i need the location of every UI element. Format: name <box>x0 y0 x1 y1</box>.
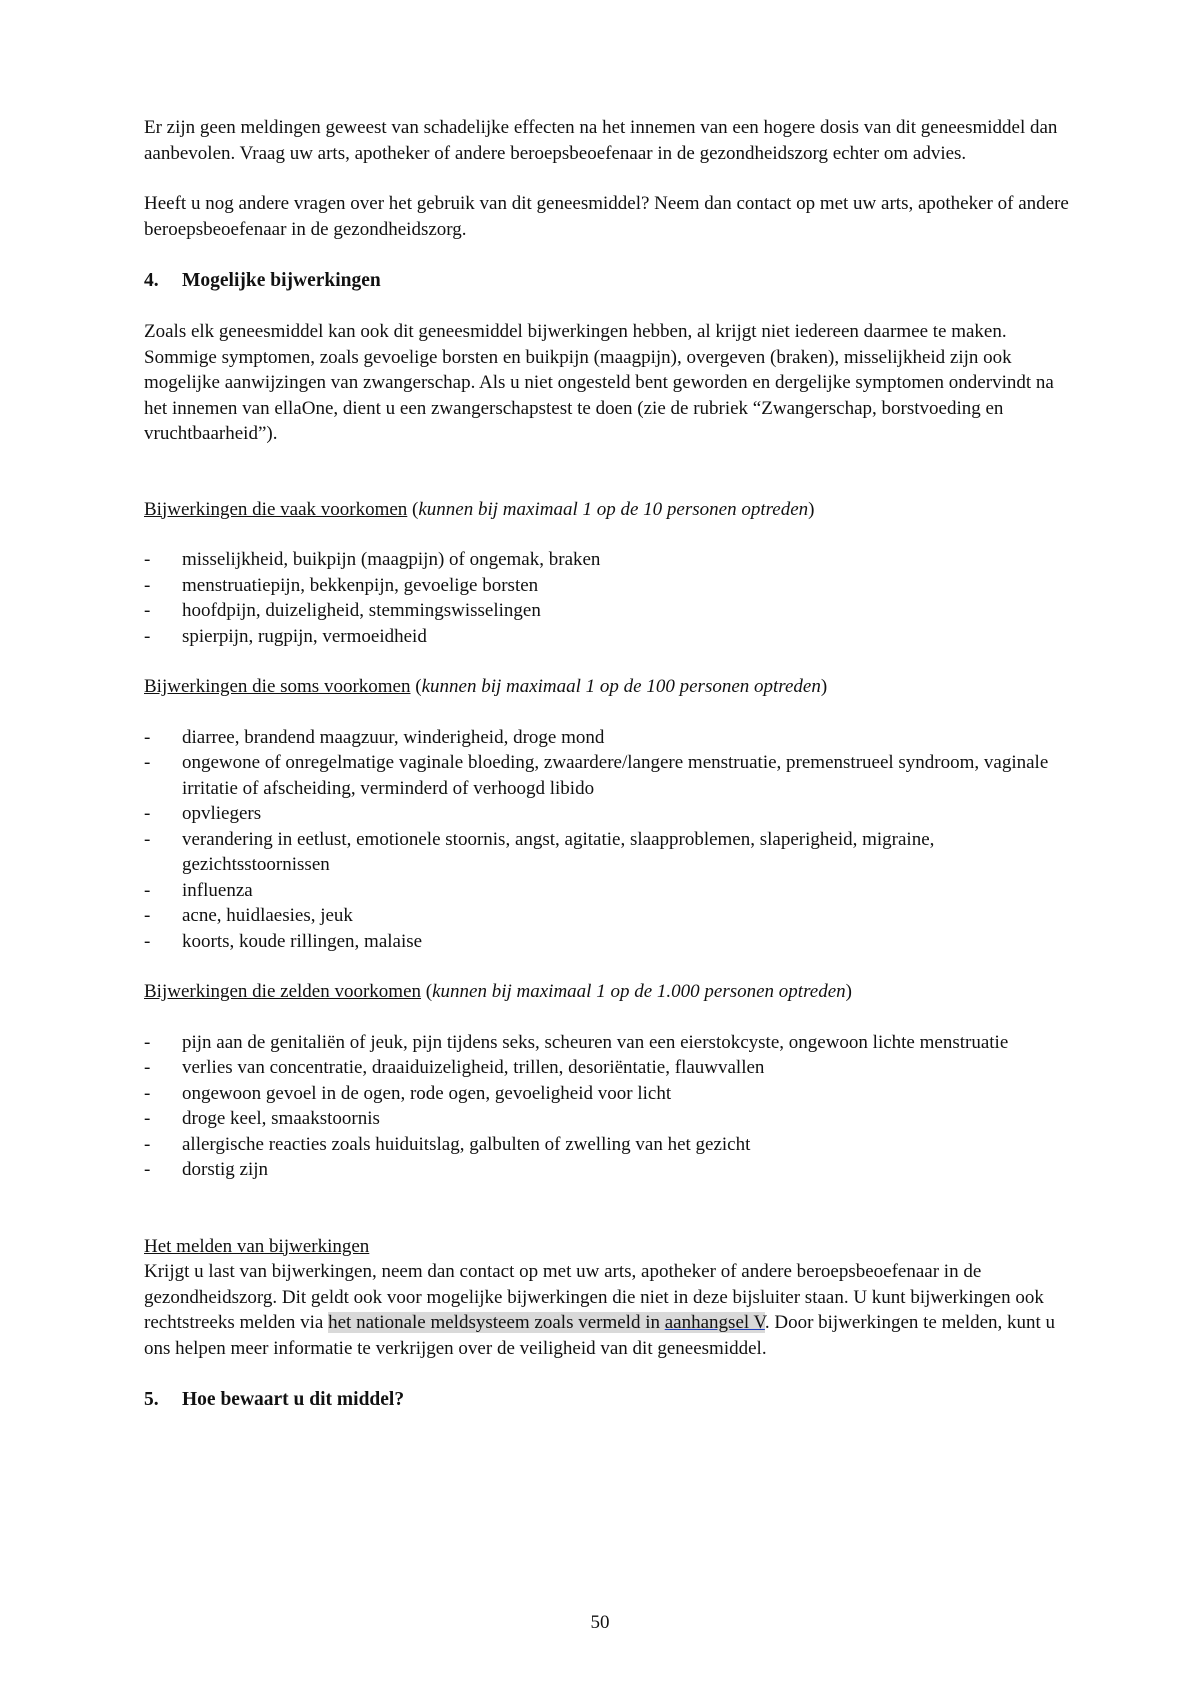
reporting-paragraph: Krijgt u last van bijwerkingen, neem dan contact op met uw arts, apotheker of andere beroepsbeoefenaar in de gezondheidszorg. Dit geldt ook voor mogelijke bijwerkingen die niet in deze bijsluiter staan. U kunt bijwerkingen ook rechtstreeks melden via het nationale meldsysteem zoals vermeld in aanhangsel V. Door bijwerkingen te melden, kunt u ons helpen meer informatie te verkrijgen over de veiligheid van dit geneesmiddel. <box>144 1261 1056 1359</box>
document-page <box>144 115 1074 1438</box>
list-item: - opvliegers <box>144 801 1074 827</box>
list-item: - verlies van concentratie, draaiduizeligheid, trillen, desoriëntatie, flauwvallen <box>144 1055 1074 1081</box>
side-effects-intro: Zoals elk geneesmiddel kan ook dit geneesmiddel bijwerkingen hebben, al krijgt niet iedereen daarmee te maken. <box>144 321 1007 342</box>
rare-side-effects-heading: Bijwerkingen die zelden voorkomen (kunnen bij maximaal 1 op de 1.000 personen optreden) <box>144 981 852 1002</box>
common-side-effects-heading: Bijwerkingen die vaak voorkomen (kunnen bij maximaal 1 op de 10 personen optreden) <box>144 498 815 520</box>
list-item: - menstruatiepijn, bekkenpijn, gevoelige borsten <box>144 573 1074 599</box>
list-item: - misselijkheid, buikpijn (maagpijn) of ongemak, braken <box>144 547 1074 573</box>
list-item: - dorstig zijn <box>144 1157 1074 1183</box>
list-item: - ongewone of onregelmatige vaginale bloeding, zwaardere/langere menstruatie, premenstrueel syndroom, vaginale irritatie of afscheiding, verminderd of verhoogd libido <box>144 750 1074 801</box>
list-item: - verandering in eetlust, emotionele stoornis, angst, agitatie, slaapproblemen, slaperigheid, migraine, gezichtsstoornissen <box>144 827 1074 878</box>
list-item: - pijn aan de genitaliën of jeuk, pijn tijdens seks, scheuren van een eierstokcyste, ongewoon lichte menstruatie <box>144 1030 1074 1056</box>
section-4-title: Mogelijke bijwerkingen <box>182 270 381 291</box>
reporting-heading: Het melden van bijwerkingen <box>144 1235 370 1257</box>
pregnancy-symptoms-paragraph: Sommige symptomen, zoals gevoelige borsten en buikpijn (maagpijn), overgeven (braken), misselijkheid zijn ook mogelijke aanwijzingen van zwangerschap. Als u niet ongesteld bent geworden en dergelijke symptomen ondervindt na het innemen van ellaOne, dient u een zwangerschapstest te doen (zie de rubriek “Zwangerschap, borstvoeding en vruchtbaarheid”). <box>144 346 1054 444</box>
list-item: - droge keel, smaakstoornis <box>144 1106 1074 1132</box>
overdose-paragraph: Er zijn geen meldingen geweest van schadelijke effecten na het innemen van een hogere dosis van dit geneesmiddel dan aanbevolen. Vraag uw arts, apotheker of andere beroepsbeoefenaar in de gezondheidszorg echter om advies. <box>144 117 1058 164</box>
list-item: - influenza <box>144 878 1074 904</box>
list-item: - spierpijn, rugpijn, vermoeidheid <box>144 624 1074 650</box>
rare-side-effects-list <box>144 1030 1074 1183</box>
list-item: - diarree, brandend maagzuur, winderigheid, droge mond <box>144 725 1074 751</box>
uncommon-side-effects-heading: Bijwerkingen die soms voorkomen (kunnen bij maximaal 1 op de 100 personen optreden) <box>144 676 828 697</box>
reporting-highlight: het nationale meldsysteem zoals vermeld in <box>328 1312 665 1333</box>
section-5-heading <box>144 1387 1074 1413</box>
list-item: - koorts, koude rillingen, malaise <box>144 929 1074 955</box>
page-number: 50 <box>590 1612 610 1633</box>
section-5-number: 5. <box>144 1389 159 1410</box>
annex-v-link[interactable]: aanhangsel V <box>664 1312 765 1333</box>
rare-heading-label: Bijwerkingen die zelden voorkomen <box>144 981 422 1002</box>
uncommon-heading-label: Bijwerkingen die soms voorkomen <box>144 676 411 697</box>
list-item: - hoofdpijn, duizeligheid, stemmingswisselingen <box>144 598 1074 624</box>
section-4-heading <box>144 268 1074 294</box>
rare-frequency-note: kunnen bij maximaal 1 op de 1.000 personen optreden <box>432 981 846 1002</box>
common-side-effects-list <box>144 547 1074 649</box>
list-item: - ongewoon gevoel in de ogen, rode ogen, gevoeligheid voor licht <box>144 1081 1074 1107</box>
list-item: - allergische reacties zoals huiduitslag, galbulten of zwelling van het gezicht <box>144 1132 1074 1158</box>
common-frequency-note: kunnen bij maximaal 1 op de 10 personen optreden <box>418 498 809 520</box>
section-4-number: 4. <box>144 270 159 291</box>
common-heading-label: Bijwerkingen die vaak voorkomen <box>144 498 408 520</box>
questions-paragraph: Heeft u nog andere vragen over het gebruik van dit geneesmiddel? Neem dan contact op met uw arts, apotheker of andere beroepsbeoefenaar in de gezondheidszorg. <box>144 193 1069 240</box>
uncommon-side-effects-list <box>144 725 1074 955</box>
section-5-title: Hoe bewaart u dit middel? <box>182 1389 405 1410</box>
list-item: - acne, huidlaesies, jeuk <box>144 903 1074 929</box>
uncommon-frequency-note: kunnen bij maximaal 1 op de 100 personen optreden <box>421 676 821 697</box>
